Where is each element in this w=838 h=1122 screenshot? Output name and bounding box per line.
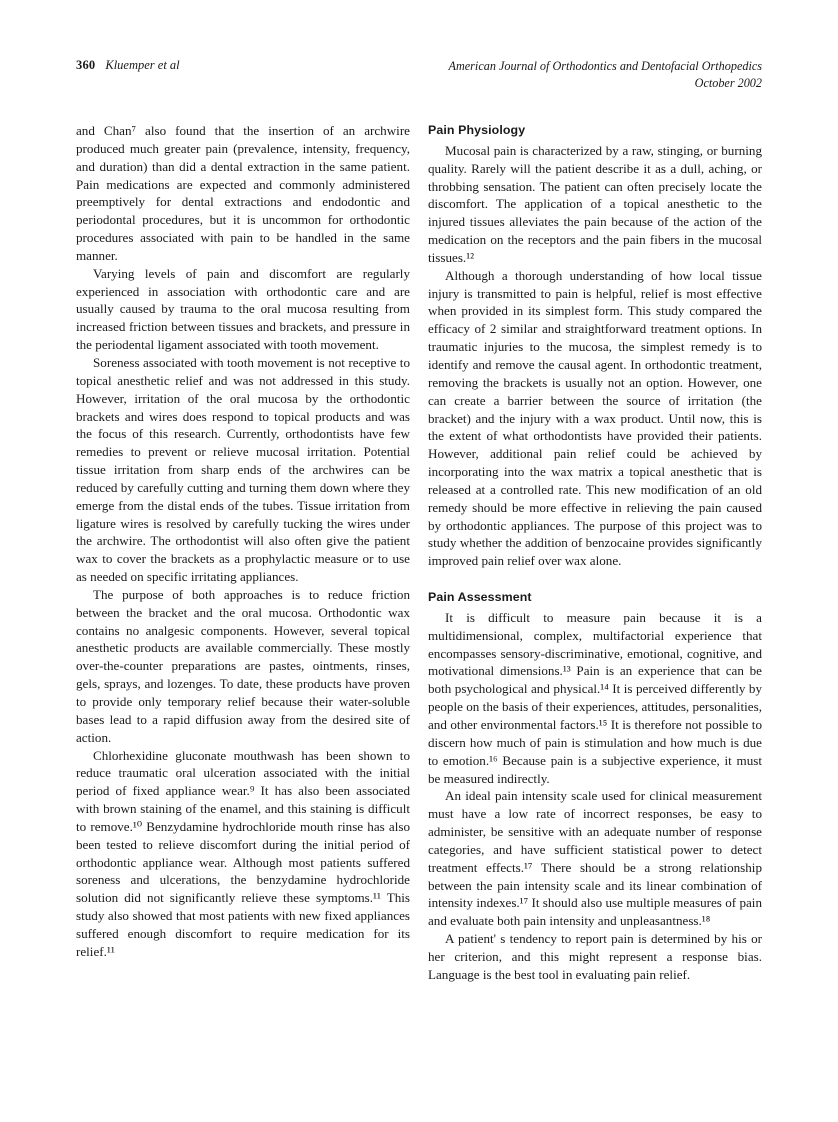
two-column-body [76,122,762,1072]
page-number: 360 [76,58,96,72]
paragraph: It is difficult to measure pain because it is a multidimensional, complex, multifactorial experience that encompasses sensory-discriminative, emotional, cognitive, and motivational dimensions.¹³ Pain is an experience that can be both psychological and physical.¹⁴ It is perceived differently by people on the basis of their experiences, attitudes, personalities, and other environmental factors.¹⁵ It is therefore not possible to discern how much of pain is stimulation and how much is due to emotion.¹⁶ Because pain is a subjective experience, it must be measured indirectly. [428,609,762,786]
issue-date: October 2002 [694,75,762,90]
left-column [76,122,410,1072]
paragraph: A patient' s tendency to report pain is determined by his or her criterion, and this might represent a response bias. Language is the best tool in evaluating pain relief. [428,931,762,982]
running-head-right [449,58,762,91]
paragraph: Soreness associated with tooth movement is not receptive to topical anesthetic relief and was not addressed in this study. However, irritation of the oral mucosa by the orthodontic brackets and wires does respond to topical products and was the focus of this research. Currently, orthodontists have few remedies to prevent or relieve mucosal irritation. Potential tissue irritation from sharp ends of the archwires can be reduced by carefully cutting and turning them down where they emerge from the distal ends of the tubes. Tissue irritation from ligature wires is resolved by carefully tucking the wires under the archwire. The orthodontist will also often give the patient wax to cover the brackets as a prophylactic measure or to use as needed on specific irritating appliances. [76,354,410,585]
running-head-left [76,58,180,73]
paragraph: An ideal pain intensity scale used for clinical measurement must have a low rate of incorrect responses, be easy to administer, be sensitive with an adequate number of response categories, and have sufficient statistical power to detect treatment effects.¹⁷ There should be a strong relationship between the pain intensity scale and its linear combination of intensity indexes.¹⁷ It should also use multiple measures of pain and evaluate both pain intensity and unpleasantness.¹⁸ [428,788,762,929]
paragraph: The purpose of both approaches is to reduce friction between the bracket and the oral mucosa. Orthodontic wax contains no analgesic components. However, several topical anesthetic products are available commercially. These mostly over-the-counter preparations are pastes, ointments, rinses, gels, sprays, and lozenges. To date, these products have proven to provide only temporary relief because their water-soluble bases lead to a rapid diffusion away from the desired site of action. [76,586,410,745]
paragraph: Chlorhexidine gluconate mouthwash has been shown to reduce traumatic oral ulceration associated with the initial period of fixed appliance wear.⁹ It has also been associated with brown staining of the enamel, and this staining is difficult to remove.¹⁰ Benzydamine hydrochloride mouth rinse has also been tested to relieve discomfort during the initial period of orthodontic appliance wear. Although most patients suffered soreness and ulcerations, the benzydamine hydrochloride solution did not significantly relieve these symptoms.¹¹ This study also showed that most patients with new fixed appliances suffered enough discomfort to require medication for its relief.¹¹ [76,747,410,959]
journal-title: American Journal of Orthodontics and Dentofacial Orthopedics [448,59,762,73]
paragraph: and Chan⁷ also found that the insertion of an archwire produced much greater pain (prevalence, intensity, frequency, and duration) than did a dental extraction in the same patient. Pain medications are expected and commonly administered preemptively for dental extractions and endodontic and periodontal procedures, but it is uncommon for orthodontic procedures associated with pain to be handled in the same manner. [76,123,410,263]
section-heading-pain-assessment: Pain Assessment [428,590,532,605]
section-heading-pain-physiology: Pain Physiology [428,123,526,137]
paragraph: Although a thorough understanding of how local tissue injury is transmitted to pain is helpful, relief is most effective when provided in its simplest form. This study compared the efficacy of 2 similar and straightforward treatment options. In traumatic injuries to the mucosa, the simplest remedy is to identify and remove the causal agent. In orthodontic treatment, removing the brackets is usually not an option. However, one can create a barrier between the source of irritation (the bracket) and the injury with a wax product. Until now, this is the extent of what orthodontists have provided their patients. However, additional pain relief could be achieved by incorporating into the wax matrix a topical anesthetic that is released at a controlled rate. This new modification of an old remedy should be more effective in relieving the pain caused by orthodontic appliances. The purpose of this project was to study whether the addition of benzocaine provides significantly improved pain relief over wax alone. [428,267,762,569]
paragraph: Mucosal pain is characterized by a raw, stinging, or burning quality. Rarely will the patient describe it as a dull, aching, or throbbing sensation. The patient can often precisely locate the discomfort. The application of a topical anesthetic to the injured tissues alleviates the pain because of the action of the medication on the receptors and the pain fibers in the mucosal tissues.¹² [428,142,762,265]
right-column [428,122,762,1072]
running-head-authors: Kluemper et al [105,58,180,72]
paragraph: Varying levels of pain and discomfort are regularly experienced in association with orthodontic care and are usually caused by trauma to the oral mucosa resulting from increased friction between tissues and brackets, and pressure in the periodental ligament associated with tooth movement. [76,265,410,353]
running-head [76,58,762,91]
